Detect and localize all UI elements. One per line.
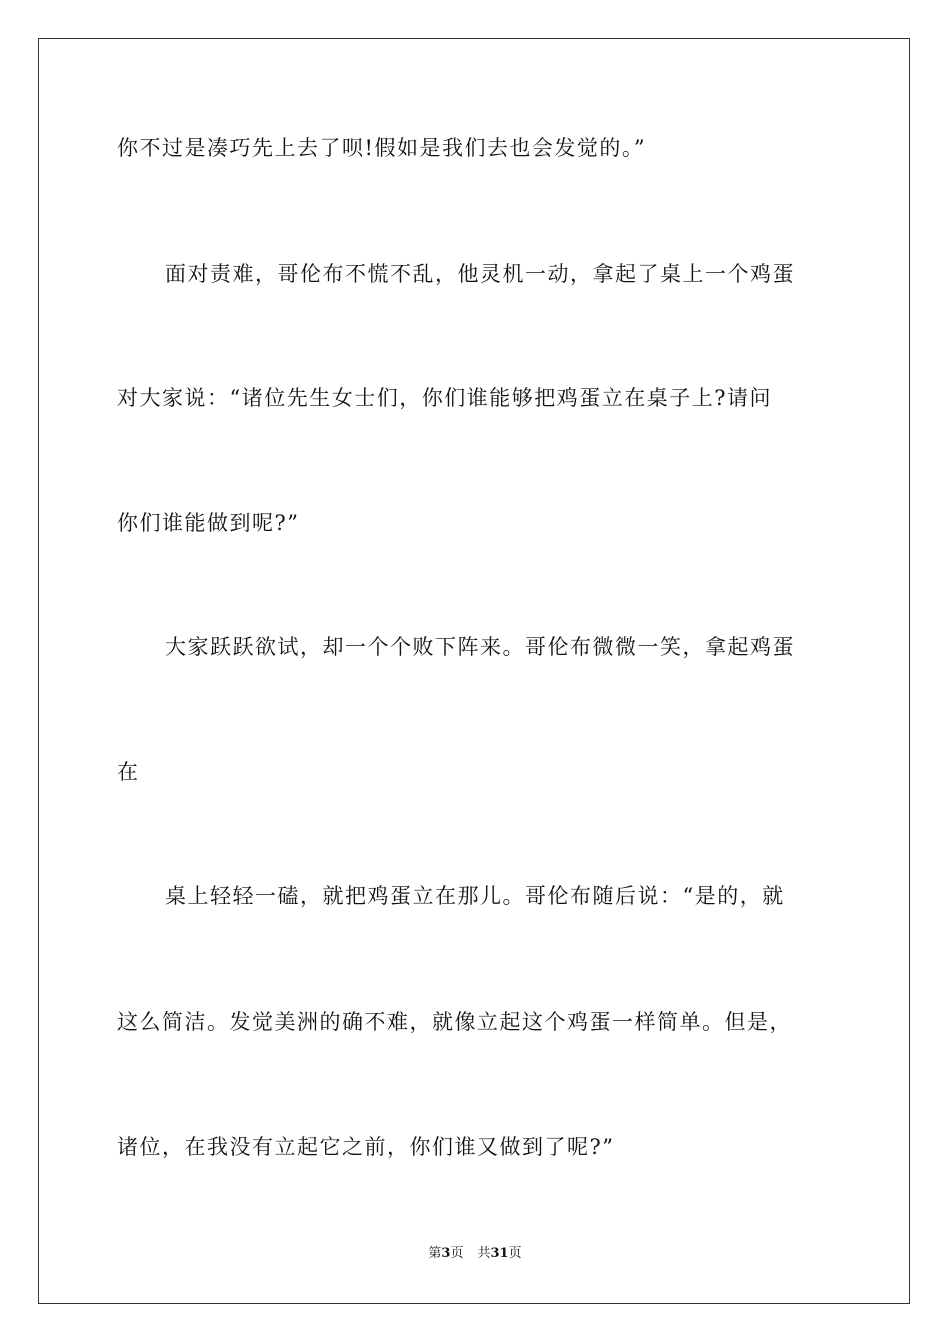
page-footer	[0, 1245, 950, 1263]
page-prefix: 第	[428, 1246, 442, 1261]
total-prefix: 共	[477, 1246, 491, 1261]
total-pages: 31	[490, 1246, 509, 1261]
page-suffix: 页	[450, 1246, 464, 1261]
text-line-8: 这么简洁。发觉美洲的确不难，就像立起这个鸡蛋一样简单。但是，	[117, 1010, 792, 1034]
text-line-3: 对大家说：“诸位先生女士们，你们谁能够把鸡蛋立在桌子上?请问	[117, 386, 772, 410]
page-border	[38, 38, 910, 1304]
text-line-5: 大家跃跃欲试，却一个个败下阵来。哥伦布微微一笑，拿起鸡蛋	[165, 635, 795, 659]
text-line-1: 你不过是凑巧先上去了呗!假如是我们去也会发觉的。”	[117, 136, 647, 160]
text-line-4: 你们谁能做到呢?”	[117, 511, 300, 535]
text-line-2: 面对责难，哥伦布不慌不乱，他灵机一动，拿起了桌上一个鸡蛋	[165, 262, 795, 286]
text-line-6: 在	[117, 760, 140, 784]
total-suffix: 页	[508, 1246, 522, 1261]
text-line-7: 桌上轻轻一磕，就把鸡蛋立在那儿。哥伦布随后说：“是的，就	[165, 884, 785, 908]
text-line-9: 诸位，在我没有立起它之前，你们谁又做到了呢?”	[117, 1135, 615, 1159]
page-number: 3	[441, 1246, 451, 1261]
